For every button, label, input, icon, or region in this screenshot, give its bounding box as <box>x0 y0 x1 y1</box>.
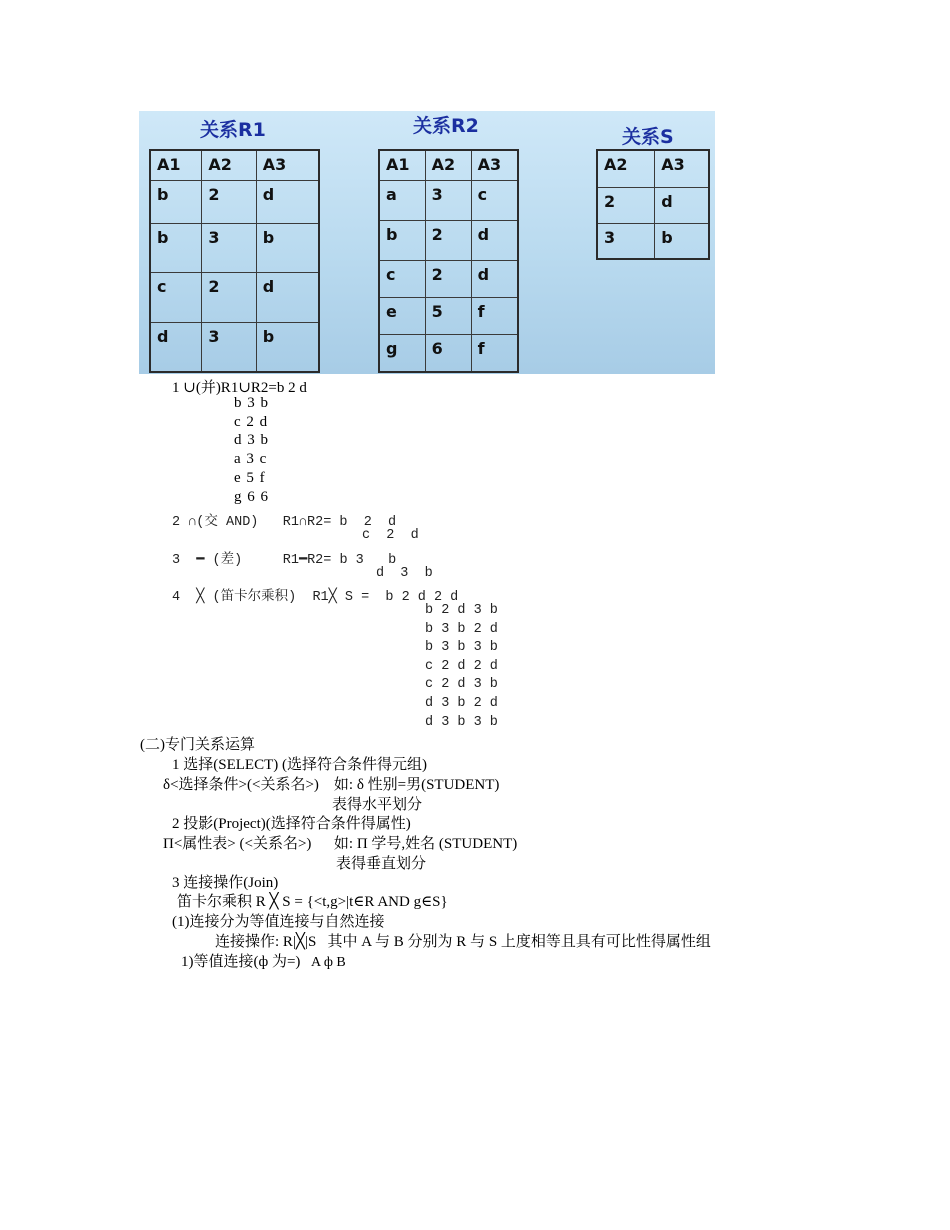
r2-header-cell: A3 <box>471 150 518 180</box>
product-row: d 3 b 2 d <box>425 696 498 711</box>
r2-cell: 2 <box>425 220 471 260</box>
union-row: d 3 b <box>234 432 269 449</box>
union-heading: 1 ∪(并)R1∪R2=b 2 d <box>172 380 307 396</box>
r2-cell: d <box>471 220 518 260</box>
join-subheading: (1)连接分为等值连接与自然连接 <box>172 914 385 930</box>
intersection-heading: 2 ∩(交 AND) R1∩R2= b 2 d <box>172 515 397 530</box>
r1-cell: 3 <box>202 223 256 272</box>
project-title: 2 投影(Project)(选择符合条件得属性) <box>172 816 411 832</box>
r1-cell: 2 <box>202 272 256 322</box>
project-formula: Π<属性表> (<关系名>) 如: Π 学号,姓名 (STUDENT) <box>163 836 518 852</box>
r1-cell: 3 <box>202 322 256 372</box>
r2-row <box>379 297 518 334</box>
s-title: 关系S <box>622 126 674 148</box>
r1-header-row <box>150 150 319 180</box>
r1-table <box>149 149 320 373</box>
r1-row <box>150 322 319 372</box>
s-row <box>597 187 709 223</box>
union-row: g 6 6 <box>234 488 269 505</box>
equi-join: 1)等值连接(ф 为=) <box>181 954 301 970</box>
r2-cell: g <box>379 334 425 372</box>
select-formula: δ<选择条件>(<关系名>) 如: δ 性别=男(STUDENT) <box>163 777 500 793</box>
r2-cell: 6 <box>425 334 471 372</box>
r2-header-cell: A1 <box>379 150 425 180</box>
r2-cell: f <box>471 297 518 334</box>
r1-cell: d <box>150 322 202 372</box>
product-row: b 3 b 2 d <box>425 621 498 637</box>
r2-title: 关系R2 <box>413 115 479 137</box>
s-header-cell: A2 <box>597 150 655 187</box>
r2-header-row <box>379 150 518 180</box>
r1-header-cell: A1 <box>150 150 202 180</box>
r1-row <box>150 272 319 322</box>
r2-row <box>379 220 518 260</box>
r1-cell: b <box>256 223 319 272</box>
project-note: 表得垂直划分 <box>336 856 427 872</box>
product-row: b 2 d 3 b <box>425 603 498 618</box>
r2-cell: e <box>379 297 425 334</box>
s-cell: b <box>655 223 709 259</box>
relations-figure <box>139 111 715 374</box>
r2-row <box>379 180 518 220</box>
s-cell: 3 <box>597 223 655 259</box>
s-cell: 2 <box>597 187 655 223</box>
product-row: c 2 d 2 d <box>425 658 498 674</box>
r2-cell: 2 <box>425 260 471 297</box>
product-row: c 2 d 3 b <box>425 677 498 693</box>
s-header-row <box>597 150 709 187</box>
product-row: b 3 b 3 b <box>425 640 498 656</box>
difference-heading: 3 ━ (差) R1━R2= b 3 b <box>172 553 397 568</box>
union-row: a 3 c <box>234 451 268 468</box>
r1-row <box>150 223 319 272</box>
r1-header-cell: A3 <box>256 150 319 180</box>
r1-cell: d <box>256 272 319 322</box>
r1-cell: c <box>150 272 202 322</box>
r2-header-cell: A2 <box>425 150 471 180</box>
join-operation: 连接操作: R|╳|S 其中 A 与 B 分别为 R 与 S 上度相等且具有可比性得属性组 <box>215 934 711 950</box>
r1-row <box>150 180 319 223</box>
r1-cell: b <box>150 223 202 272</box>
s-header-cell: A3 <box>655 150 709 187</box>
r1-cell: b <box>150 180 202 223</box>
r2-cell: b <box>379 220 425 260</box>
r2-cell: a <box>379 180 425 220</box>
s-cell: d <box>655 187 709 223</box>
union-row: c 2 d <box>234 413 269 430</box>
section-heading: (二)专门关系运算 <box>140 737 255 753</box>
r2-cell: f <box>471 334 518 372</box>
s-table <box>596 149 710 260</box>
intersection-row: c 2 d <box>362 528 419 543</box>
r2-row <box>379 260 518 297</box>
r1-cell: 2 <box>202 180 256 223</box>
r1-title: 关系R1 <box>200 119 266 141</box>
union-row: b 3 b <box>234 395 269 411</box>
r2-cell: c <box>471 180 518 220</box>
select-note: 表得水平划分 <box>332 797 423 813</box>
product-row: d 3 b 3 b <box>425 714 498 730</box>
r2-row <box>379 334 518 372</box>
r2-cell: d <box>471 260 518 297</box>
r2-cell: 3 <box>425 180 471 220</box>
difference-row: d 3 b <box>376 566 433 581</box>
join-cartesian: 笛卡尔乘积 R ╳ S = {<t,g>|t∈R AND g∈S} <box>177 894 448 910</box>
join-title: 3 连接操作(Join) <box>172 875 279 891</box>
r2-cell: 5 <box>425 297 471 334</box>
product-heading: 4 ╳ (笛卡尔乘积) R1╳ S = b 2 d 2 d <box>172 590 459 605</box>
r2-table <box>378 149 519 373</box>
r1-cell: b <box>256 322 319 372</box>
equi-join-condition: A ф B <box>311 955 346 970</box>
r1-cell: d <box>256 180 319 223</box>
r2-cell: c <box>379 260 425 297</box>
union-row: e 5 f <box>234 469 266 486</box>
s-row <box>597 223 709 259</box>
r1-header-cell: A2 <box>202 150 256 180</box>
select-title: 1 选择(SELECT) (选择符合条件得元组) <box>172 757 427 773</box>
